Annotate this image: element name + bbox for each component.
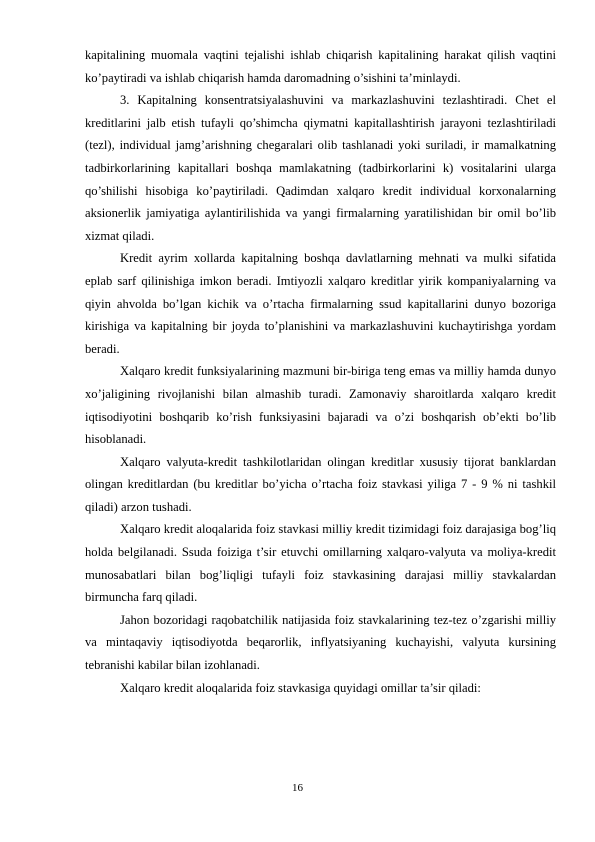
- paragraph-factors-intro: Xalqaro kredit aloqalarida foiz stavkasiga quyidagi omillar ta’sir qiladi:: [120, 680, 481, 695]
- paragraph-valuta-credit: Xalqaro valyuta-kredit tashkilotlaridan olingan kreditlar xususiy tijorat banklardan olingan kreditlardan (bu kreditlar bo’yicha o’rtacha foiz stavkasi yiliga 7 - 9 % ni tashkil qiladi) arzon tushadi.: [85, 454, 556, 514]
- paragraph-point-3: 3. Kapitalning konsentratsiyalashuvini va markazlashuvini tezlashtiradi. Chet el kreditlarini jalb etish tufayli qo’shimcha qiymatni kapitallashtirish jarayoni tezlashtiriladi (tezl), individual jamg’arishning chegaralari olib tashlanadi yoki suriladi, ir mamalkatning tadbirkorlarining kapitallari boshqa mamlakatning (tadbirkorlarini k) vositalarini ularga qo’shilishi hisobiga ko’paytiriladi. Qadimdan xalqaro kredit individual korxonalarning aksionerlik jamiyatiga aylantirilishida va yangi firmalarning yaratilishidan bir omil bo’lib xizmat qiladi.: [85, 93, 556, 243]
- paragraph-continuation: kapitalining muomala vaqtini tejalishi ishlab chiqarish kapitalining harakat qilish vaqtini ko’paytiradi va ishlab chiqarish hamda daromadning o’sishini ta’minlaydi.: [85, 48, 556, 85]
- paragraph-credit-functions: Xalqaro kredit funksiyalarining mazmuni bir-biriga teng emas va milliy hamda dunyo xo’jaligining rivojlanishi bilan almashib turadi. Zamonaviy sharoitlarda xalqaro kredit iqtisodiyotini boshqarib ko’rish funksiyasini bajaradi va o’zi boshqarish ob’ekti bo’lib hisoblanadi.: [85, 364, 556, 447]
- body-text: [85, 44, 556, 699]
- page-number: 16: [292, 782, 303, 794]
- paragraph-interest-rate: Xalqaro kredit aloqalarida foiz stavkasi milliy kredit tizimidagi foiz darajasiga bog’liq holda belgilanadi. Ssuda foiziga t’sir etuvchi omillarning xalqaro-valyuta va moliya-kredit munosabatlari bilan bog’liqligi tufayli foiz stavkasining darajasi milliy stavkalardan birmuncha farq qiladi.: [85, 522, 556, 605]
- paragraph-world-market: Jahon bozoridagi raqobatchilik natijasida foiz stavkalarining tez-tez o’zgarishi milliy va mintaqaviy iqtisodiyotda beqarorlik, inflyatsiyaning kuchayishi, valyuta kursining tebranishi kabilar bilan izohlanadi.: [85, 612, 556, 673]
- paragraph-credit-cases: Kredit ayrim xollarda kapitalning boshqa davlatlarning mehnati va mulki sifatida eplab sarf qilinishiga imkon beradi. Imtiyozli xalqaro kreditlar yirik kompaniyalarning va qiyin ahvolda bo’lgan kichik va o’rtacha firmalarning ssud kapitallarini dunyo bozoriga kirishiga va kapitalning bir joyda to’planishini va markazlashuvini kuchaytirishga yordam beradi.: [85, 251, 556, 356]
